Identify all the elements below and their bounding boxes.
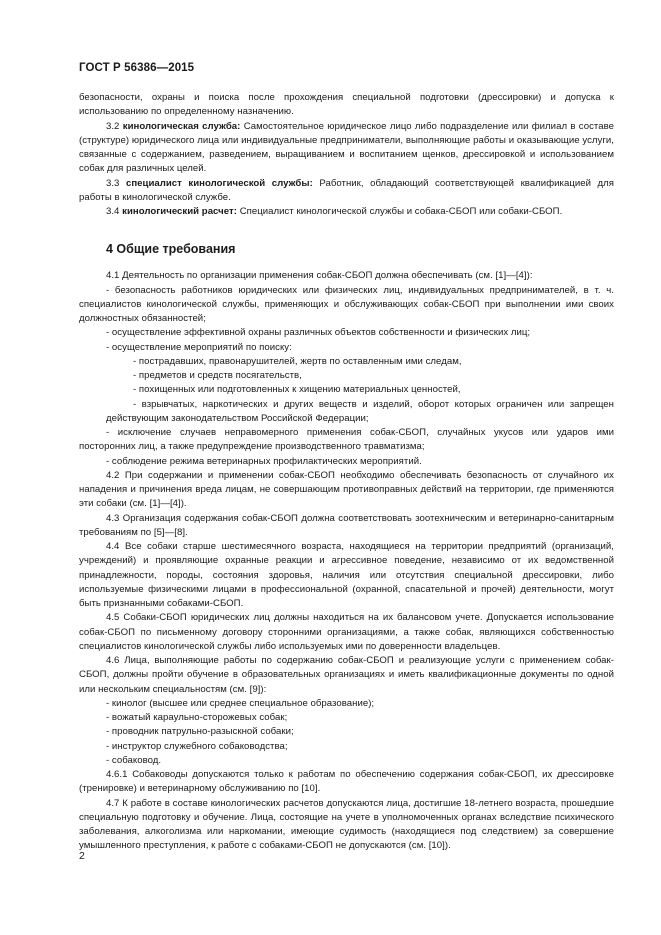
- list-item: - осуществление эффективной охраны различных объектов собственности и физических лиц;: [106, 327, 531, 339]
- document-header: ГОСТ Р 56386—2015: [79, 62, 195, 74]
- term-name: кинологический расчет:: [122, 206, 237, 217]
- term-name: кинологическая служба:: [122, 120, 241, 132]
- paragraph-4-3: 4.3 Организация содержания собак-СБОП должна соответствовать зоотехническим и ветеринарно-санитарным требованиям по [5]—[8].: [79, 512, 614, 538]
- list-item: - кинолог (высшее или среднее специальное образование);: [106, 697, 375, 709]
- sub-list-item: [79, 398, 614, 427]
- paragraph-4-7: 4.7 К работе в составе кинологических расчетов допускаются лица, достигшие 18-летнего возраста, прошедшие специальную подготовку и обучение. Лица, состоящие на учете в уполномоченных органах вследствие психического заболевания, алкоголизма или наркомании, имеющие судимость (находящиеся под следствием) за совершение умышленного преступления, к работе с собаками-СБОП не допускаются (см. [10]).: [79, 797, 614, 852]
- term-text: Самостоятельное юридическое лицо либо подразделение или филиал в составе (структуре) юридического лица или индивидуальные предприниматели, выполняющие работы и оказывающие услуги, связанные с содержанием, разведением, выращиванием и воспитанием щенков, дрессировкой и использованием собак для различных целей.: [79, 120, 614, 175]
- term-number: 3.3: [106, 177, 120, 189]
- list-item: - соблюдение режима ветеринарных профилактических мероприятий.: [106, 455, 422, 467]
- list-item: - исключение случаев неправомерного применения собак-СБОП, случайных укусов или ударов ими посторонних лиц, а также предупреждение производственного травматизма;: [79, 427, 614, 453]
- list-item: - инструктор служебного собаководства;: [106, 740, 288, 752]
- paragraph-4-6-1: 4.6.1 Собаководы допускаются только к работам по обеспечению содержания собак-СБОП, их дрессировке (тренировке) и ветеринарному обслуживанию по [10].: [79, 769, 614, 795]
- document-body: [79, 91, 614, 854]
- paragraph-4-1: 4.1 Деятельность по организации применения собак-СБОП должна обеспечивать (см. [1]—[4]):: [106, 270, 533, 282]
- list-item: - собаковод.: [106, 754, 162, 766]
- section-title: 4 Общие требования: [106, 242, 236, 257]
- term-text: Работник, обладающий соответствующей квалификацией для работы в кинологической службе.: [79, 177, 614, 203]
- section-gap: [79, 219, 614, 231]
- sub-list-item: - предметов и средств посягательств,: [133, 370, 302, 381]
- term-number: 3.2: [106, 120, 120, 132]
- paragraph-4-2: 4.2 При содержании и применении собак-СБОП необходимо обеспечивать безопасность от случайного их нападения и причинения вреда лицам, не совершающим противоправных действий на территории, где применяются эти собаки (см. [1]—[4]).: [79, 469, 614, 510]
- paragraph-4-6: 4.6 Лица, выполняющие работы по содержанию собак-СБОП и реализующие услуги с применением собак-СБОП, должны пройти обучение в образовательных организациях и иметь квалификационные документы по одной или нескольким специальностям (см. [9]):: [79, 655, 614, 695]
- list-item: - осуществление мероприятий по поиску:: [106, 341, 292, 353]
- list-item: - безопасность работников юридических или физических лиц, индивидуальных предпринимателей, в т. ч. специалистов кинологической службы, применяющих и обслуживающих собак-СБОП при выполнении ими своих должностных обязанностей;: [79, 284, 614, 324]
- paragraph-4-5: 4.5 Собаки-СБОП юридических лиц должны находиться на их балансовом учете. Допускается использование собак-СБОП по письменному договору сторонними организациями, а также собак, являющихся собственностью специалистов кинологической службы либо используемых ими по доверенности владельцев.: [79, 612, 614, 652]
- term-number: 3.4: [106, 206, 120, 217]
- intro-paragraph: безопасности, охраны и поиска после прохождения специальной подготовки (дрессировки) и допуска к использованию по определенному назначению.: [79, 92, 614, 118]
- term-text: Специалист кинологической службы и собака-СБОП или собаки-СБОП.: [239, 206, 563, 217]
- list-item: - проводник патрульно-разыскной собаки;: [106, 726, 294, 738]
- sub-list-item-text: - взрывчатых, наркотических и других веществ и изделий, оборот которых ограничен или запрещен действующим законодательством Российской Федерации;: [106, 398, 614, 424]
- term-definition: [79, 205, 614, 219]
- term-definition: [79, 120, 614, 177]
- paragraph-4-4: 4.4 Все собаки старше шестимесячного возраста, находящиеся на территории предприятий (организаций, учреждений) и проявляющие охранные реакции и агрессивное поведение, независимо от их ведомственной принадлежности, породы, состояния здоровья, наличия или отсутствия специальной дрессировки, либо используемые физическими лицами в профессиональной (охранной, спасательной и прочей) деятельности, могут быть признанными собаками-СБОП.: [79, 541, 614, 609]
- page-number: 2: [79, 850, 85, 862]
- list-item: - вожатый караульно-сторожевых собак;: [106, 712, 288, 723]
- sub-list-item: - пострадавших, правонарушителей, жертв по оставленным ими следам,: [133, 355, 462, 367]
- term-definition: [79, 177, 614, 206]
- sub-list-item: - похищенных или подготовленных к хищению материальных ценностей,: [133, 384, 461, 396]
- term-name: специалист кинологической службы:: [125, 177, 313, 189]
